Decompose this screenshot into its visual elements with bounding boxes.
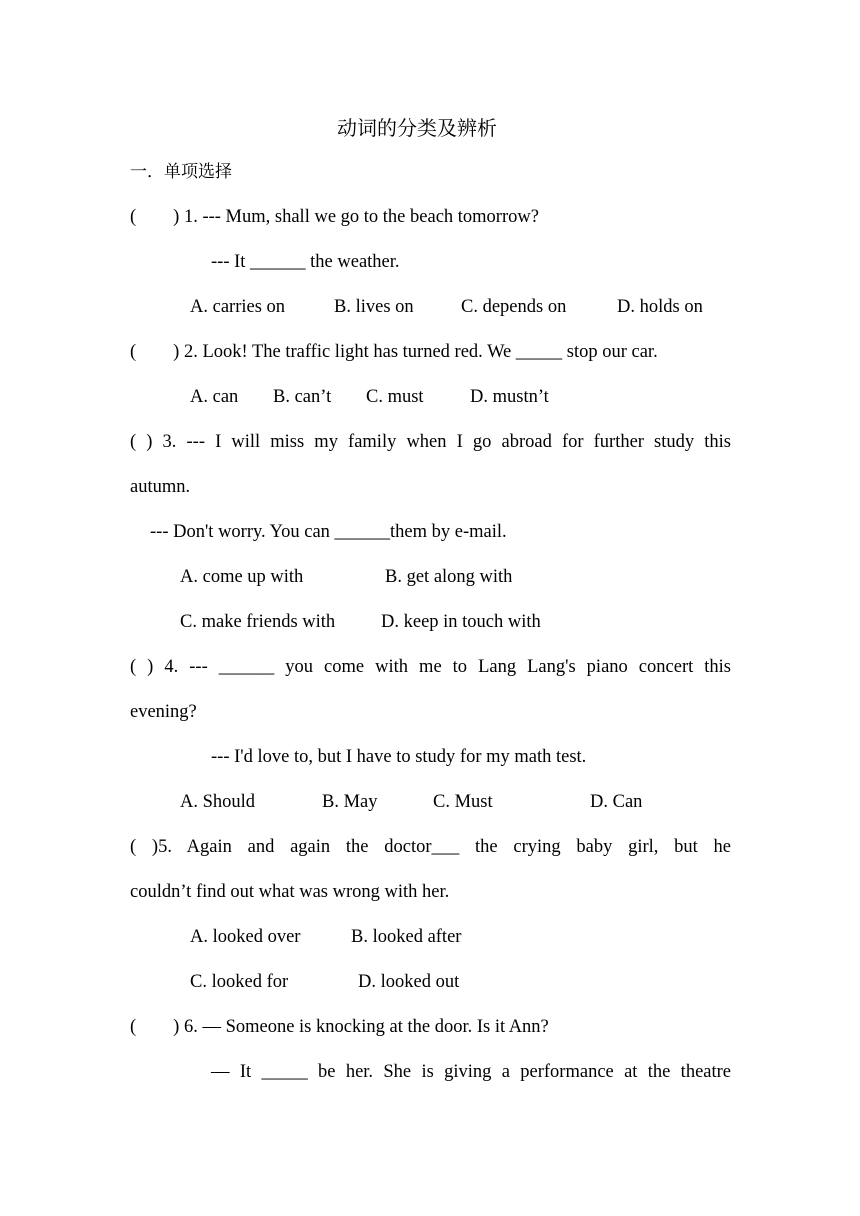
question-1-option-a: A. carries on [190, 297, 286, 317]
question-4-option-c: C. Must [433, 792, 493, 812]
question-1-stem: ( ) 1. --- Mum, shall we go to the beach tomorrow? [130, 207, 539, 227]
question-5-option-c: C. looked for [190, 972, 289, 992]
question-5-stem-continued: couldn’t find out what was wrong with her. [130, 882, 450, 902]
question-2-option-b: B. can’t [273, 387, 332, 407]
question-4-reply: --- I'd love to, but I have to study for my math test. [211, 747, 587, 767]
question-6-stem: ( ) 6. — Someone is knocking at the door. Is it Ann? [130, 1017, 549, 1037]
question-4-option-a: A. Should [180, 792, 256, 812]
question-3-stem: ( ) 3. --- I will miss my family when I go abroad for further study this [130, 432, 731, 452]
question-2-option-d: D. mustn’t [470, 387, 549, 407]
question-5-option-b: B. looked after [351, 927, 462, 947]
question-1-option-d: D. holds on [617, 297, 703, 317]
question-2-stem: ( ) 2. Look! The traffic light has turned red. We _____ stop our car. [130, 342, 658, 362]
question-3-option-d: D. keep in touch with [381, 612, 541, 632]
question-3-reply: --- Don't worry. You can ______them by e-mail. [150, 522, 507, 542]
question-4-option-b: B. May [322, 792, 378, 812]
question-4-stem-continued: evening? [130, 702, 197, 722]
question-5-option-a: A. looked over [190, 927, 301, 947]
question-4-stem: ( ) 4. --- ______ you come with me to Lang Lang's piano concert this [130, 657, 731, 677]
question-4-option-d: D. Can [590, 792, 643, 812]
question-3-option-a: A. come up with [180, 567, 304, 587]
question-6-reply: — It _____ be her. She is giving a performance at the theatre [211, 1062, 731, 1082]
question-1-reply: --- It ______ the weather. [211, 252, 400, 272]
question-3-stem-continued: autumn. [130, 477, 191, 497]
page-title: 动词的分类及辨析 [337, 116, 497, 140]
question-2-option-c: C. must [366, 387, 424, 407]
question-1-option-b: B. lives on [334, 297, 414, 317]
question-5-option-d: D. looked out [358, 972, 460, 992]
question-3-option-c: C. make friends with [180, 612, 336, 632]
question-3-option-b: B. get along with [385, 567, 513, 587]
question-5-stem: ( )5. Again and again the doctor___ the crying baby girl, but he [130, 837, 731, 857]
section-heading: 一．单项选择 [130, 162, 232, 182]
question-1-option-c: C. depends on [461, 297, 567, 317]
question-2-option-a: A. can [190, 387, 239, 407]
